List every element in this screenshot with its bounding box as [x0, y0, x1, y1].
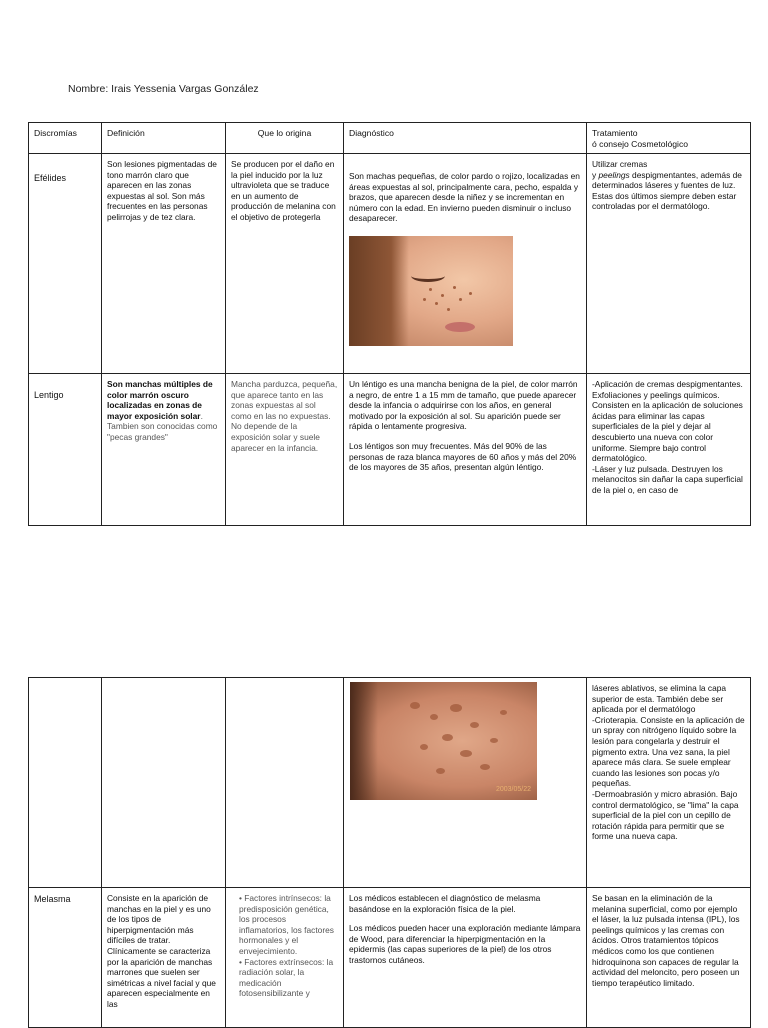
- lentigo-diagnostico-p1: Un léntigo es una mancha benigna de la piel, de color marrón a negro, de entre 1 a 15 mm de tamaño, que puede aparecer desde la infancia o adquirirse con los años, en general motivado por la exposición al sol. Su aparición puede ser rápida o lentamente progresiva.: [349, 379, 578, 432]
- lentigo-cheek-photo: [350, 682, 537, 800]
- efelides-trat-rest: despigmentantes, además de determinados láseres y fuentes de luz. Estas dos últimos siempre deben estar controladas por el dermatólogo.: [592, 169, 742, 212]
- lentigo-definicion-rest: . Tambien son conocidas como "pecas grandes": [107, 410, 218, 442]
- header-tratamiento: [587, 123, 751, 154]
- melasma-tratamiento: [587, 888, 751, 1028]
- continued-empty-1: [29, 678, 102, 888]
- efelides-definicion: Son lesiones pigmentadas de tono marrón claro que aparecen en las zonas expuestas al sol. Son más frecuentes en las personas pelirrojas y de tez clara.: [102, 154, 226, 374]
- melasma-origen-item-1: • Factores intrínsecos: la predisposición genética, los procesos inflamatorios, los factores hormonales y el envejecimiento.: [239, 893, 338, 957]
- lentigo-tratamiento: [587, 374, 751, 526]
- efelides-trat-peelings: peelings: [598, 169, 630, 180]
- efelides-trat-line1: Utilizar cremas: [592, 159, 648, 169]
- melasma-diagnostico-p2: Los médicos pueden hacer una exploración mediante lámpara de Wood, para diferenciar la hiperpigmentación en la epidermis (las capas superiores de la piel) de los otros trastornos cutáneos.: [349, 923, 581, 965]
- melasma-diagnostico-p1: Los médicos establecen el diagnóstico de melasma basándose en la exploración física de la piel.: [349, 893, 541, 914]
- header-diagnostico: Diagnóstico: [344, 123, 587, 154]
- continued-empty-2: [102, 678, 226, 888]
- dyschromia-table: [28, 122, 751, 526]
- continued-trat-2: -Crioterapia. Consiste en la aplicación de un spray con nitrógeno líquido sobre la lesión para congelarla y destruir el pigmento extra. Una vez sana, la piel aparece más clara. Se suele emplear cuando las lesiones son pocas y/o pequeñas.: [592, 714, 745, 789]
- table-row-continued: [29, 678, 751, 888]
- dyschromia-table-continued: [28, 677, 751, 1028]
- continued-empty-3: [226, 678, 344, 888]
- melasma-origen-item-2: • Factores extrínsecos: la radiación solar, la medicación fotosensibilizante y: [239, 957, 338, 999]
- lentigo-diagnostico-p2: Los léntigos son muy frecuentes. Más del 90% de las personas de raza blanca mayores de 60 años y más del 20% de los mayores de 35 años, presentan algún léntigo.: [349, 440, 577, 473]
- melasma-definicion: [102, 888, 226, 1028]
- header-definicion: Definición: [102, 123, 226, 154]
- continued-photo-cell: [344, 678, 587, 888]
- continued-tratamiento: [587, 678, 751, 888]
- melasma-definicion-text: Consiste en la aparición de manchas en la piel y es uno de los tipos de hiperpigmentación más difíciles de tratar. Clínicamente se caracteriza por la aparición de manchas marrones que suelen ser simétricas a nivel facial y que aparecen especialmente en las: [107, 893, 216, 1009]
- row-label-lentigo: Lentigo: [29, 374, 102, 526]
- header-origen: Que lo origina: [226, 123, 344, 154]
- header-tratamiento-line2: ó consejo Cosmetológico: [592, 138, 689, 149]
- row-label-efelides: Efélides: [29, 154, 102, 374]
- photo-date-stamp: 2003/05/22: [495, 786, 531, 794]
- lentigo-trat-1: -Aplicación de cremas despigmentantes. Exfoliaciones y peelings químicos. Consisten en la aplicación de soluciones ácidas para eliminar las capas superficiales de la piel y dejar al descubierto una nueva con color uniforme. Siempre bajo control dermatológico.: [592, 379, 743, 464]
- lentigo-trat-2: -Láser y luz pulsada. Destruyen los melanocitos sin dañar la capa superficial de la piel o, en caso de: [592, 463, 743, 495]
- melasma-origen: [226, 888, 344, 1028]
- melasma-tratamiento-text: Se basan en la eliminación de la melanina superficial, como por ejemplo el láser, la luz pulsada intensa (IPL), los peelings químicos y las cremas con ácidos. Otros tratamientos tópicos médicos como los que contienen hidroquinona son capaces de regular la actividad del meloncito, pero poseen un tiempo terapéutico limitado.: [592, 893, 740, 988]
- lentigo-origen: Mancha parduzca, pequeña, que aparece tanto en las zonas expuestas al sol como en las no expuestas. No depende de la exposición solar y suele aparecer en la infancia.: [226, 374, 344, 526]
- continued-trat-1: láseres ablativos, se elimina la capa superior de esta. También debe ser aplicada por el dermatólogo: [592, 683, 727, 715]
- table-row-efelides: [29, 154, 751, 374]
- continued-trat-3: -Dermoabrasión y micro abrasión. Bajo control dermatológico, se "lima" la capa superficial de la piel con un cepillo de rotación rápida para permitir que se forme una nueva capa.: [592, 788, 739, 842]
- lentigo-definicion: [102, 374, 226, 526]
- table-header-row: [29, 123, 751, 154]
- header-discromias: Discromías: [29, 123, 102, 154]
- efelides-trat-y: y: [592, 169, 599, 180]
- table-row-melasma: [29, 888, 751, 1028]
- melasma-diagnostico: [344, 888, 587, 1028]
- student-name: Nombre: Irais Yessenia Vargas González: [68, 83, 259, 95]
- header-tratamiento-line1: Tratamiento: [592, 128, 638, 138]
- row-label-melasma: Melasma: [29, 888, 102, 1028]
- table-row-lentigo: [29, 374, 751, 526]
- efelides-diagnostico: Son machas pequeñas, de color pardo o rojizo, localizadas en áreas expuestas al sol, principalmente cara, pecho, espalda y brazos, que aparecen desde la niñez y se incrementan en número con la edad. En invierno pueden disminuir o incluso desaparecer.: [349, 171, 580, 224]
- lentigo-diagnostico: [344, 374, 587, 526]
- efelides-diagnostico-cell: [344, 154, 587, 374]
- efelides-tratamiento: [587, 154, 751, 374]
- freckled-face-photo: [349, 236, 513, 346]
- efelides-origen: Se producen por el daño en la piel inducido por la luz ultravioleta que se traduce en un aumento de producción de melanina con el objetivo de protegerla: [226, 154, 344, 374]
- lentigo-definicion-bold: Son manchas múltiples de color marrón oscuro localizadas en zonas de mayor exposición solar: [107, 379, 213, 421]
